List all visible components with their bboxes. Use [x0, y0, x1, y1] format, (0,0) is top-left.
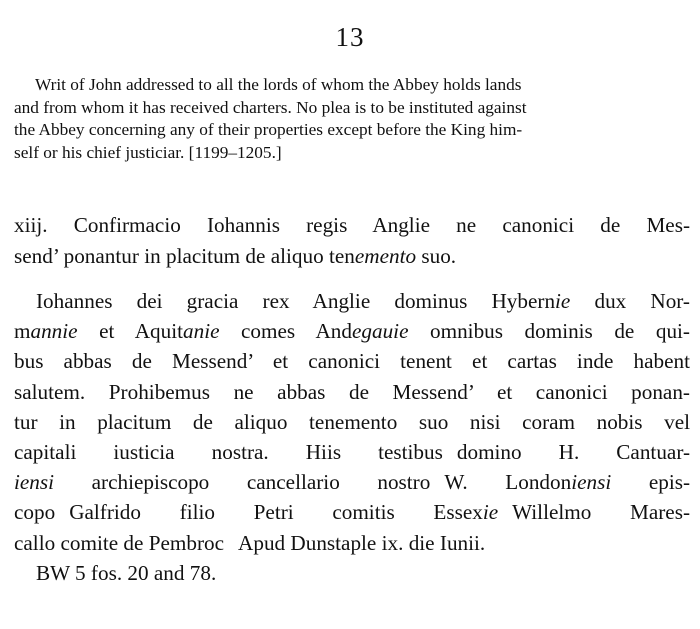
charter-line: [14, 346, 690, 376]
charter-line: [14, 528, 690, 558]
text-run: capitali iusticia nostra. Hiis testibus: [14, 440, 443, 465]
text-run: Willelmo Mares-: [512, 500, 690, 525]
text-run: epis-: [611, 470, 691, 495]
text-run: callo comite de Pembroc: [14, 530, 225, 555]
charter-line: [14, 286, 690, 316]
charter-heading: [14, 210, 690, 272]
heading-line: [14, 210, 690, 241]
source-reference: BW 5 fos. 20 and 78.: [36, 560, 217, 585]
text-run: W. London: [444, 470, 572, 495]
text-run: dux Nor-: [570, 289, 690, 313]
heading-text: send’ ponantur in placitum de aliquo ten: [14, 244, 355, 268]
text-run: tur in placitum de aliquo tenemento suo nisi coram nobis vel: [14, 409, 690, 434]
expansion: ie: [555, 289, 571, 313]
summary-line: and from whom it has received charters. No plea is to be instituted against: [14, 97, 527, 117]
expansion: ie: [482, 500, 499, 525]
expansion: annie: [30, 319, 78, 344]
heading-text: xiij. Confirmacio Iohannis regis Anglie ne canonici de Mes-: [14, 213, 690, 237]
text-run: Apud Dunstaple ix. die Iunii.: [238, 530, 486, 555]
text-run: bus abbas de Messend’ et canonici tenent et cartas inde habent: [14, 349, 690, 374]
text-run: Iohannes dei gracia rex Anglie dominus Hybern: [36, 289, 556, 313]
charter-text: [14, 286, 690, 588]
charter-line: [14, 316, 690, 346]
text-run: omnibus dominis de qui-: [408, 319, 690, 344]
text-run: copo: [14, 500, 56, 525]
expansion: egauie: [352, 319, 409, 344]
charter-line: [14, 377, 690, 407]
summary-line: the Abbey concerning any of their properties except before the King him-: [14, 120, 523, 139]
text-run: Galfrido filio Petri comitis Essex: [69, 500, 483, 525]
charter-line: [14, 497, 690, 527]
charter-line: [14, 467, 690, 497]
heading-text: suo.: [416, 244, 457, 268]
text-run: comes And: [219, 319, 352, 344]
text-run: m: [14, 319, 31, 344]
heading-line: [14, 241, 690, 272]
text-run: domino H. Cantuar-: [456, 440, 691, 465]
charter-line: [14, 407, 690, 437]
expansion: iensi: [571, 470, 612, 495]
editorial-summary: [14, 74, 690, 164]
expansion: anie: [183, 319, 220, 344]
text-run: archiepiscopo cancellario nostro: [54, 470, 431, 495]
expansion: iensi: [14, 470, 55, 495]
page-number: 13: [335, 22, 365, 52]
heading-expansion: emento: [354, 244, 417, 268]
summary-line: Writ of John addressed to all the lords of whom the Abbey holds lands: [35, 75, 522, 94]
text-run: et Aquit: [77, 319, 183, 344]
summary-line: self or his chief justiciar. [1199–1205.]: [14, 142, 282, 162]
charter-line: [14, 437, 690, 467]
text-run: salutem. Prohibemus ne abbas de Messend’ et canonici ponan-: [14, 379, 690, 404]
